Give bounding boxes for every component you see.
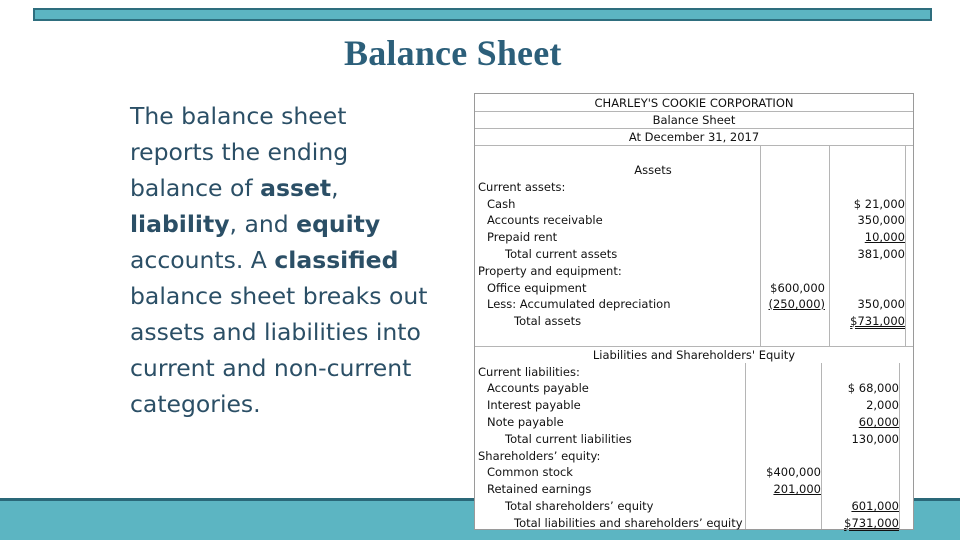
statement-name: Balance Sheet: [652, 113, 736, 127]
column-divider: [905, 145, 906, 346]
office-equipment-value: $600,000: [770, 281, 825, 295]
cash-label: Cash: [487, 197, 516, 211]
current-liabilities-label: Current liabilities:: [478, 365, 580, 379]
total-shareholders-equity-value: 601,000: [851, 499, 899, 513]
total-current-liabilities-value: 130,000: [851, 432, 899, 446]
column-divider: [899, 363, 900, 529]
ar-value: 350,000: [857, 213, 905, 227]
assets-heading: Assets: [634, 163, 672, 177]
retained-earnings-value: 201,000: [773, 482, 821, 496]
body-text: [130, 98, 430, 422]
total-current-assets-label: Total current assets: [505, 247, 618, 261]
total-current-assets-value: 381,000: [857, 247, 905, 261]
body-text-part: ,: [331, 174, 339, 202]
total-liabilities-equity-value: $731,000: [844, 516, 899, 530]
total-assets-value: $731,000: [850, 314, 905, 328]
term-liability: liability: [130, 210, 230, 238]
statement-date: At December 31, 2017: [628, 130, 760, 144]
term-asset: asset: [260, 174, 332, 202]
prepaid-value: 10,000: [864, 230, 905, 244]
balance-sheet-table: [474, 93, 914, 530]
common-stock-label: Common stock: [487, 465, 573, 479]
body-text-part: balance sheet breaks out assets and liabilities into current and non-current categories.: [130, 282, 428, 418]
top-accent-bar: [33, 8, 932, 21]
total-shareholders-equity-label: Total shareholders’ equity: [505, 499, 654, 513]
term-classified: classified: [274, 246, 399, 274]
total-liabilities-equity-label: Total liabilities and shareholders’ equity: [514, 516, 743, 530]
net-ppe-value: 350,000: [857, 297, 905, 311]
interest-payable-label: Interest payable: [487, 398, 581, 412]
depreciation-label: Less: Accumulated depreciation: [487, 297, 671, 311]
ar-label: Accounts receivable: [487, 213, 603, 227]
liabilities-heading: Liabilities and Shareholders' Equity: [592, 348, 796, 362]
ap-label: Accounts payable: [487, 381, 589, 395]
total-assets-label: Total assets: [514, 314, 582, 328]
office-equipment-label: Office equipment: [487, 281, 587, 295]
shareholders-equity-label: Shareholders’ equity:: [478, 449, 601, 463]
column-divider: [745, 363, 746, 529]
retained-earnings-label: Retained earnings: [487, 482, 592, 496]
body-text-part: accounts. A: [130, 246, 275, 274]
total-current-liabilities-label: Total current liabilities: [505, 432, 632, 446]
note-payable-value: 60,000: [858, 415, 899, 429]
ppe-label: Property and equipment:: [478, 264, 622, 278]
note-payable-label: Note payable: [487, 415, 564, 429]
current-assets-label: Current assets:: [478, 180, 566, 194]
common-stock-value: $400,000: [766, 465, 821, 479]
prepaid-label: Prepaid rent: [487, 230, 558, 244]
ap-value: $ 68,000: [847, 381, 899, 395]
header-divider: [475, 145, 913, 146]
body-text-part: , and: [229, 210, 297, 238]
interest-payable-value: 2,000: [866, 398, 899, 412]
company-name: CHARLEY'S COOKIE CORPORATION: [594, 96, 794, 110]
cash-value: $ 21,000: [853, 197, 905, 211]
body-text-part: The balance sheet reports the ending balance of: [130, 102, 349, 202]
term-equity: equity: [296, 210, 381, 238]
depreciation-value: (250,000): [768, 297, 825, 311]
slide-title: Balance Sheet: [344, 33, 562, 73]
